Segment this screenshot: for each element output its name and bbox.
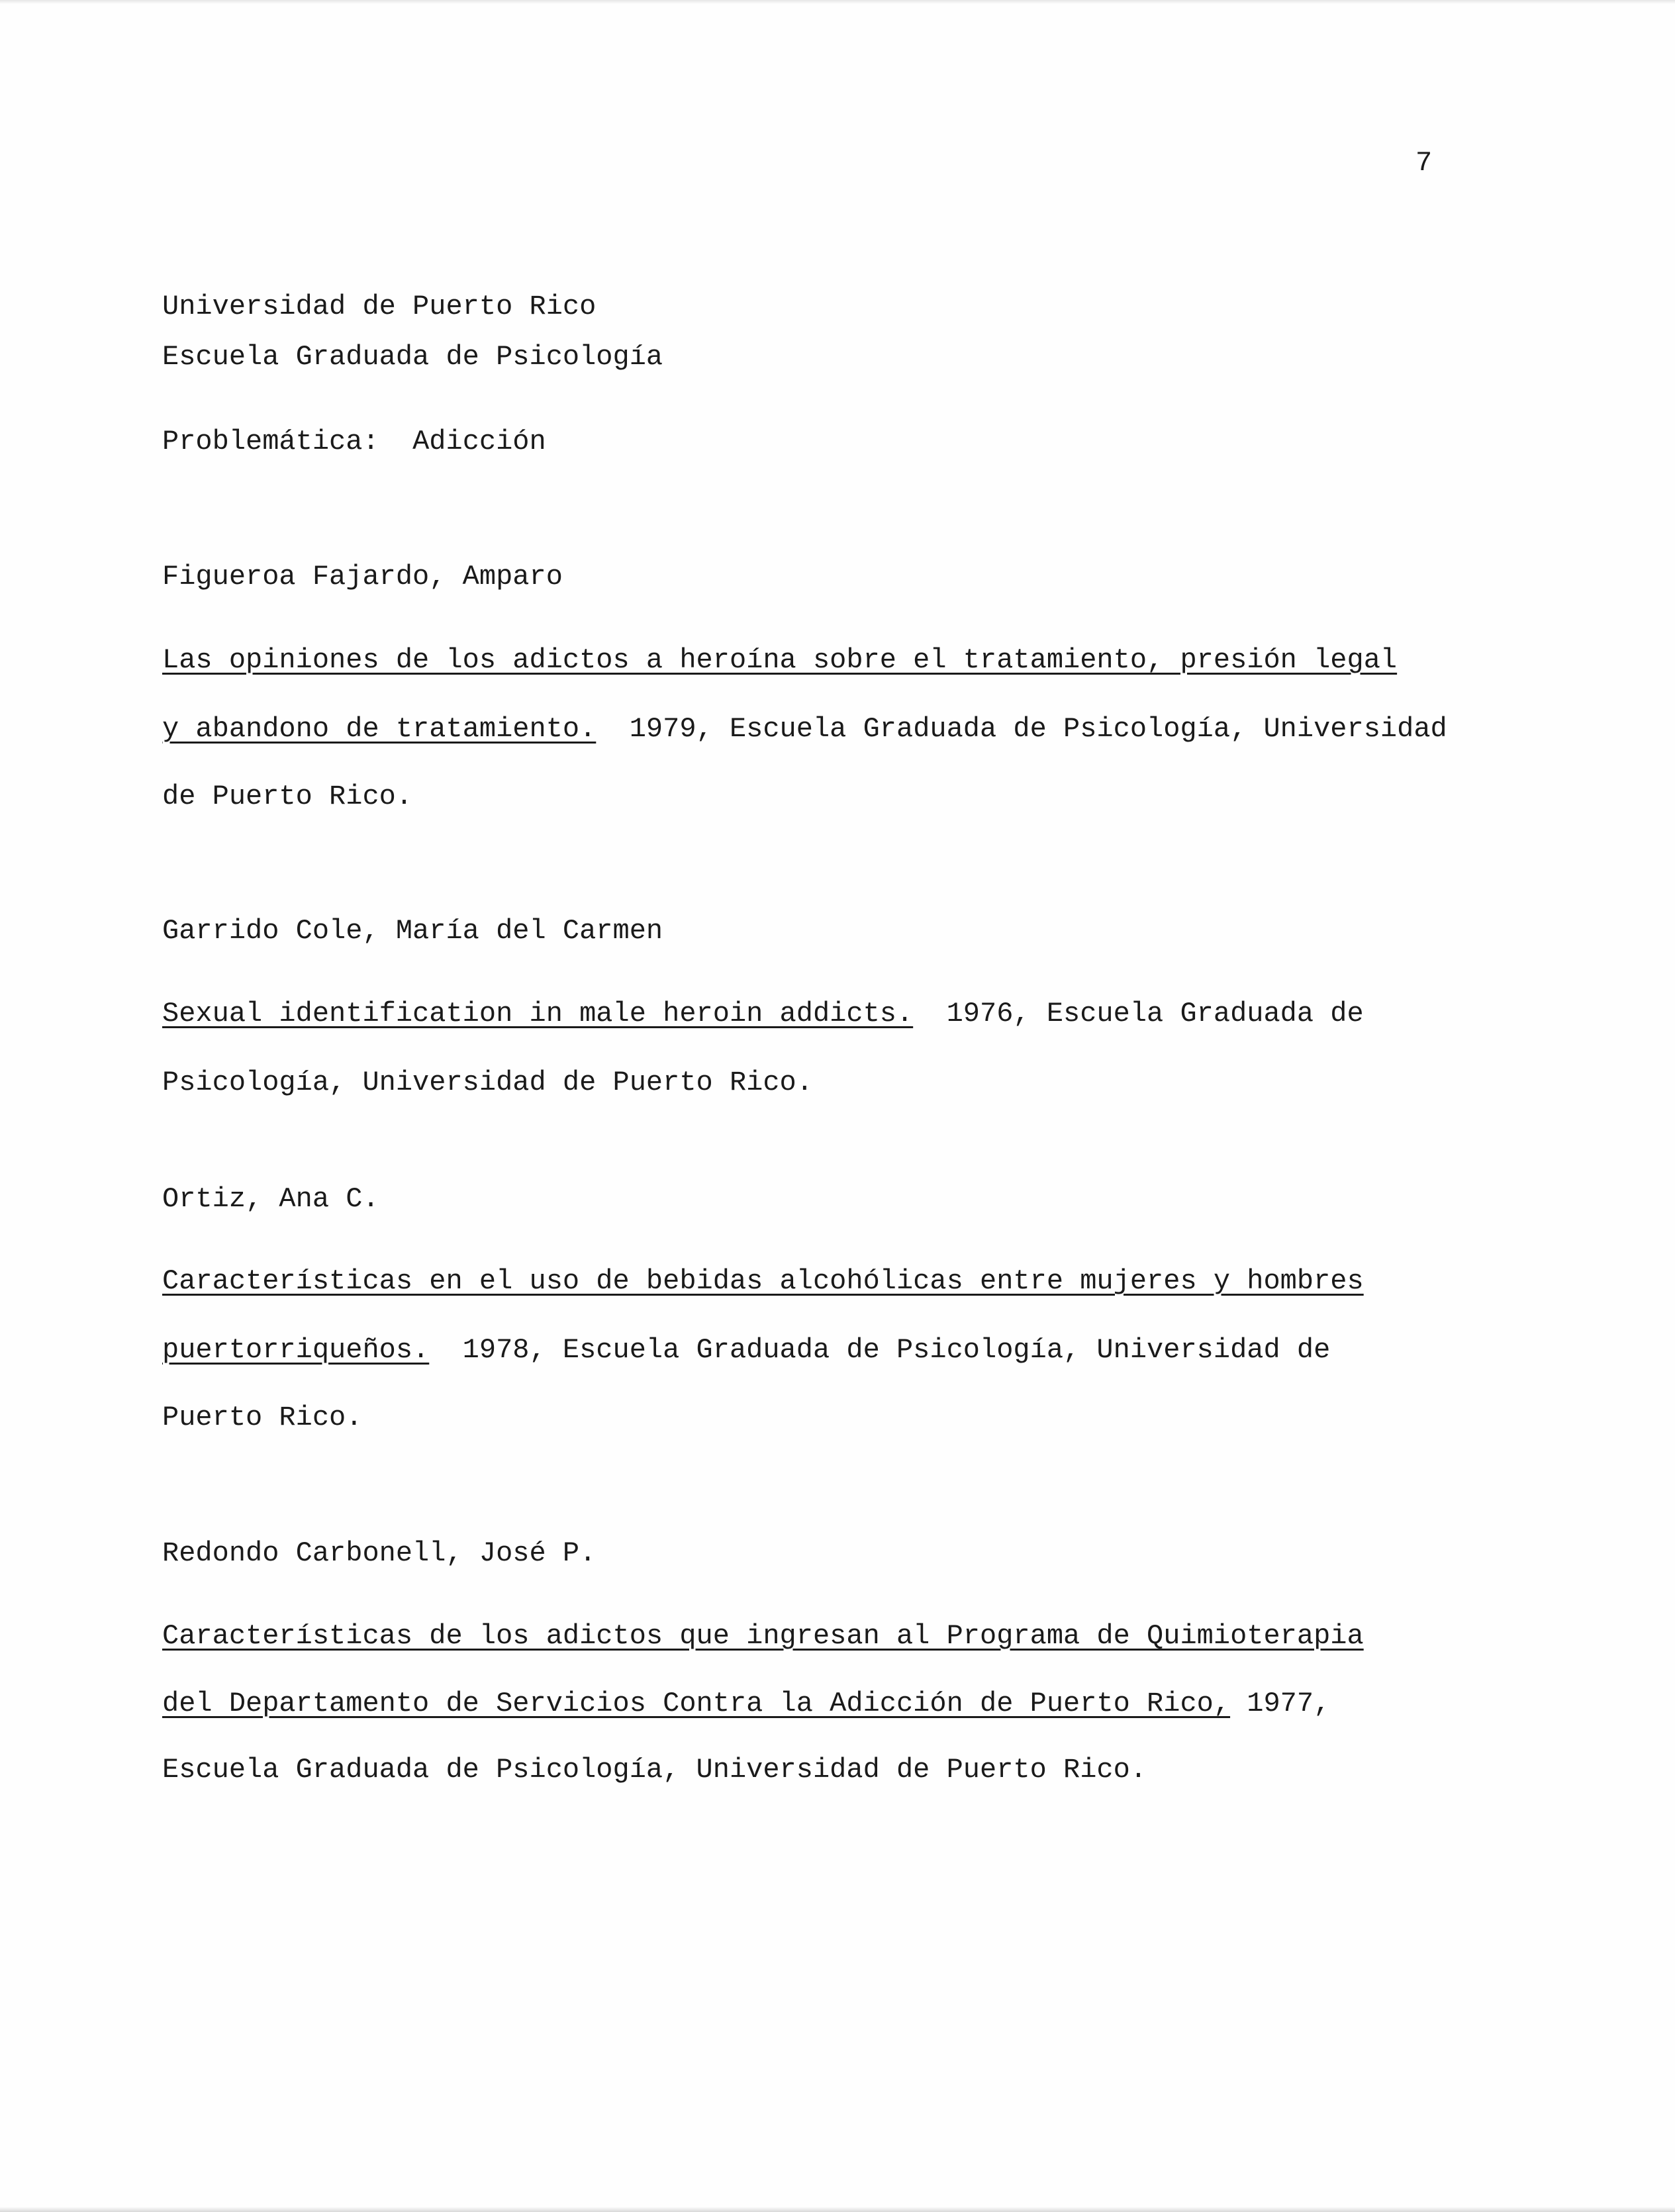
entry-citation-line	[162, 1404, 362, 1431]
problem-value: Adicción	[412, 426, 546, 457]
entry-title-line	[162, 646, 1397, 674]
entry-citation-line	[162, 1756, 1147, 1784]
entry-title-text: puertorriqueños.	[162, 1334, 430, 1366]
problem-label: Problemática:	[162, 426, 379, 457]
entry-title-text: Las opiniones de los adictos a heroína sobre el tratamiento, presión legal	[162, 644, 1398, 676]
page-number: 7	[1415, 147, 1433, 179]
entry-author: Redondo Carbonell, José P.	[162, 1537, 597, 1569]
entry-citation-text: 1979, Escuela Graduada de Psicología, Universidad	[596, 713, 1447, 745]
entry-title-line	[162, 1622, 1364, 1650]
entry-citation-text: 1977,	[1230, 1688, 1331, 1719]
entry-citation-line	[162, 1069, 813, 1096]
page-top-edge	[0, 0, 1675, 4]
entry-citation-text: Psicología, Universidad de Puerto Rico.	[162, 1067, 813, 1098]
entry-title-line	[162, 1690, 1330, 1717]
entry-title-line	[162, 1336, 1330, 1364]
entry-title-line	[162, 715, 1447, 743]
entry-title-text: del Departamento de Servicios Contra la Adicción de Puerto Rico,	[162, 1688, 1231, 1719]
entry-citation-text: de Puerto Rico.	[162, 781, 413, 812]
entry-title-text: Características de los adictos que ingresan al Programa de Quimioterapia	[162, 1620, 1364, 1652]
entry-title-text: y abandono de tratamiento.	[162, 713, 597, 745]
entry-author: Garrido Cole, María del Carmen	[162, 915, 663, 947]
problem-heading	[162, 428, 546, 456]
entry-title-line	[162, 1000, 1364, 1028]
entry-citation-text: 1978, Escuela Graduada de Psicología, Universidad de	[429, 1334, 1331, 1366]
entry-title-text: Sexual identification in male heroin addicts.	[162, 998, 914, 1030]
entry-citation-line	[162, 783, 412, 810]
page-bottom-edge	[0, 2207, 1675, 2212]
entry-author: Figueroa Fajardo, Amparo	[162, 561, 563, 593]
entry-title-text: Características en el uso de bebidas alcohólicas entre mujeres y hombres	[162, 1265, 1364, 1297]
school-name: Escuela Graduada de Psicología	[162, 341, 663, 373]
entry-citation-text: Escuela Graduada de Psicología, Universidad de Puerto Rico.	[162, 1754, 1147, 1786]
entry-title-line	[162, 1267, 1364, 1295]
entry-citation-text: Puerto Rico.	[162, 1402, 363, 1433]
entry-author: Ortiz, Ana C.	[162, 1183, 379, 1215]
entry-citation-text: 1976, Escuela Graduada de	[913, 998, 1364, 1030]
institution-name: Universidad de Puerto Rico	[162, 291, 597, 322]
